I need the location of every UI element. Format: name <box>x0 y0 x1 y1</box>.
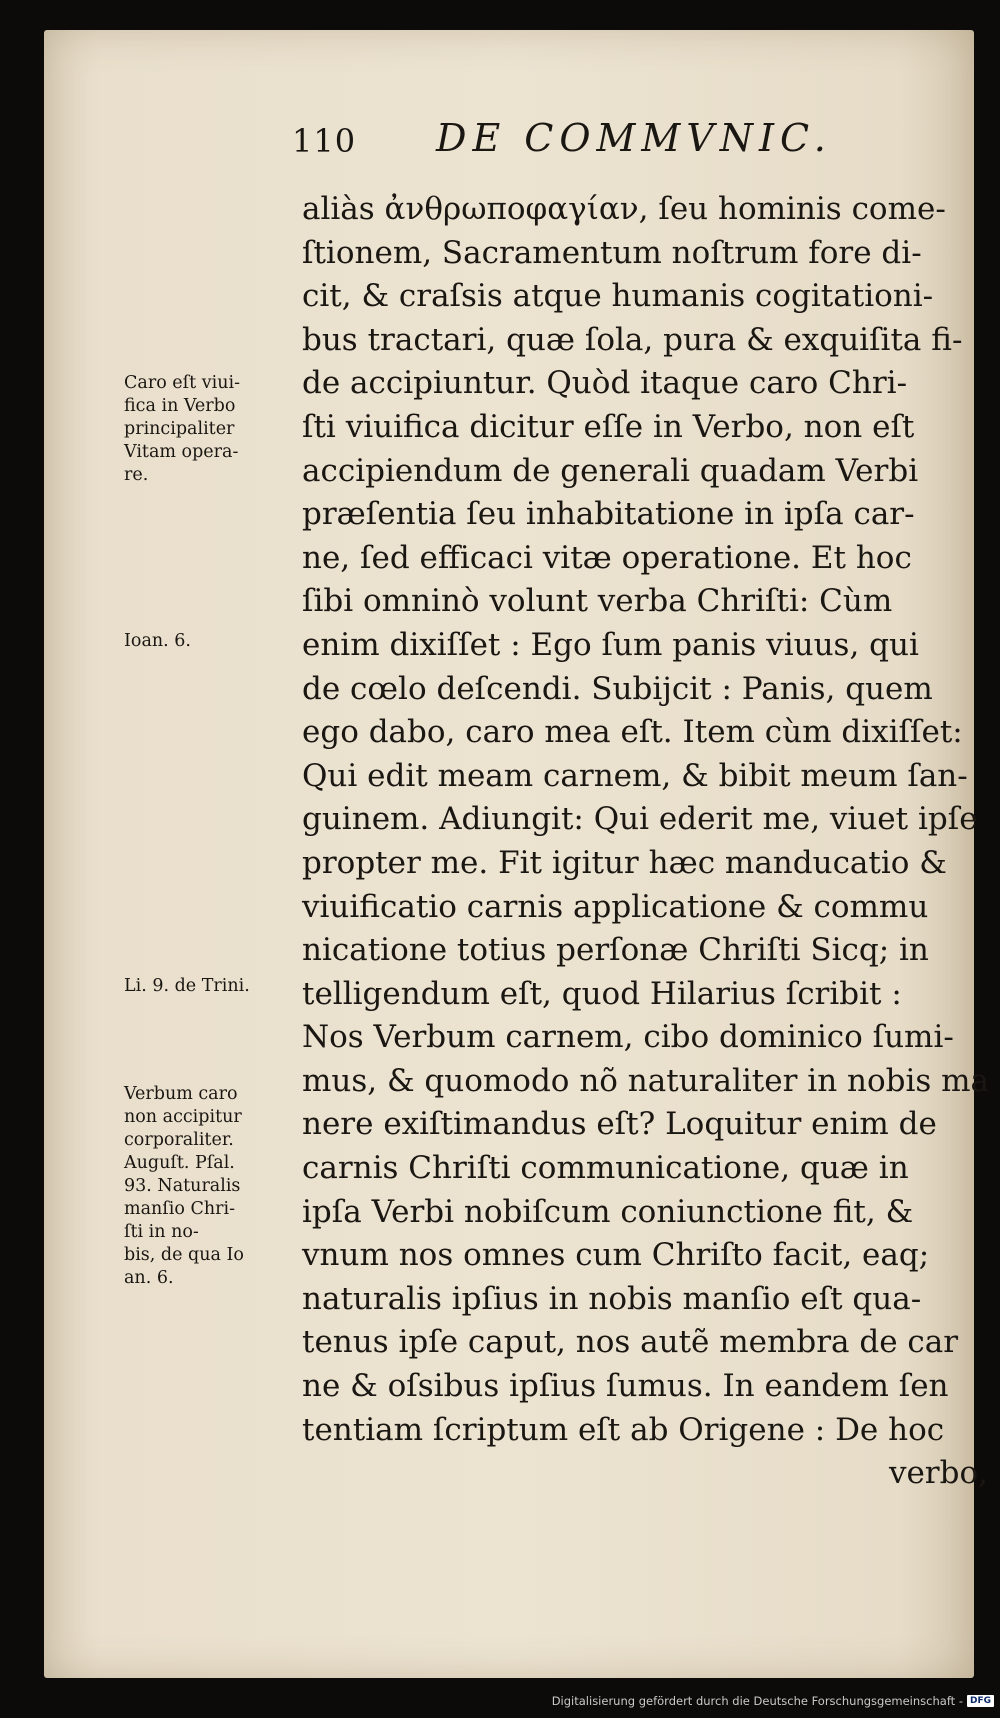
text-line: enim dixiſſet : Ego ſum panis viuus, qui <box>302 626 919 663</box>
text-line: mus, & quomodo nõ naturaliter in nobis ma <box>302 1062 990 1099</box>
text-line: ſibi omninò volunt verba Chriſti: Cùm <box>302 583 893 620</box>
margin-note: Li. 9. de Trini. <box>124 976 250 996</box>
margin-note: Caro eſt viui- fica in Verbo principaliter Vitam opera- re. <box>124 373 240 485</box>
credit-text: Digitalisierung gefördert durch die Deutsche Forschungsgemeinschaft - <box>551 1694 963 1708</box>
text-line: bus tractari, quæ ſola, pura & exquiſita fi- <box>302 321 963 358</box>
text-line: tenus ipſe caput, nos autẽ membra de car <box>302 1324 959 1361</box>
running-head: DE COMMVNIC. <box>436 116 832 160</box>
text-line: ne, ſed efficaci vitæ operatione. Et hoc <box>302 539 912 576</box>
book-page <box>44 30 990 1678</box>
text-line: de accipiuntur. Quòd itaque caro Chri- <box>302 365 908 402</box>
page-number: 110 <box>292 122 357 160</box>
catchword: verbo, <box>888 1455 988 1492</box>
text-line: propter me. Fit igitur hæc manducatio & <box>302 844 947 881</box>
text-line: præſentia ſeu inhabitatione in ipſa car- <box>302 496 915 533</box>
text-line: Nos Verbum carnem, cibo dominico ſumi- <box>302 1019 954 1056</box>
text-line: cit, & craſsis atque humanis cogitationi- <box>302 278 934 315</box>
dfg-logo: DFG <box>967 1695 994 1707</box>
text-line: tentiam ſcriptum eſt ab Origene : De hoc <box>302 1411 945 1448</box>
text-line: ego dabo, caro mea eſt. Item cùm dixiſſet: <box>302 714 963 751</box>
text-line: naturalis ipſius in nobis manſio eſt qua- <box>302 1280 922 1317</box>
main-text-block <box>302 188 1000 1496</box>
text-line: de cœlo deſcendi. Subijcit : Panis, quem <box>302 670 933 707</box>
text-line: telligendum eſt, quod Hilarius ſcribit : <box>302 975 902 1012</box>
margin-note: Verbum caro non accipitur corporaliter. Auguſt. Pſal. 93. Naturalis manſio Chri- ſti in no- bis, de qua Io an. 6. <box>124 1084 244 1288</box>
text-line: nere exiſtimandus eſt? Loquitur enim de <box>302 1106 937 1143</box>
text-line: vnum nos omnes cum Chriſto facit, eaq; <box>302 1237 930 1274</box>
text-line: ſti viuifica dicitur eſſe in Verbo, non eſt <box>302 408 915 445</box>
text-line: accipiendum de generali quadam Verbi <box>302 452 919 489</box>
text-line: aliàs ἀνθρωποφαγίαν, ſeu hominis come- <box>302 191 946 227</box>
text-line: ſtionem, Sacramentum noſtrum fore di- <box>302 234 922 271</box>
text-line: carnis Chriſti communicatione, quæ in <box>302 1150 909 1187</box>
margin-note: Ioan. 6. <box>124 631 191 651</box>
text-line: ne & oſsibus ipſius ſumus. In eandem ſen <box>302 1368 949 1405</box>
text-line: viuificatio carnis applicatione & commu <box>302 888 929 925</box>
text-line: nicatione totius perſonæ Chriſti Sicq; in <box>302 932 929 969</box>
text-line: Qui edit meam carnem, & bibit meum ſan- <box>302 757 968 794</box>
text-line: ipſa Verbi nobiſcum coniunctione fit, & <box>302 1193 914 1230</box>
text-line: guinem. Adiungit: Qui ederit me, viuet ipſe <box>302 801 978 838</box>
digitization-credit <box>552 1694 994 1708</box>
